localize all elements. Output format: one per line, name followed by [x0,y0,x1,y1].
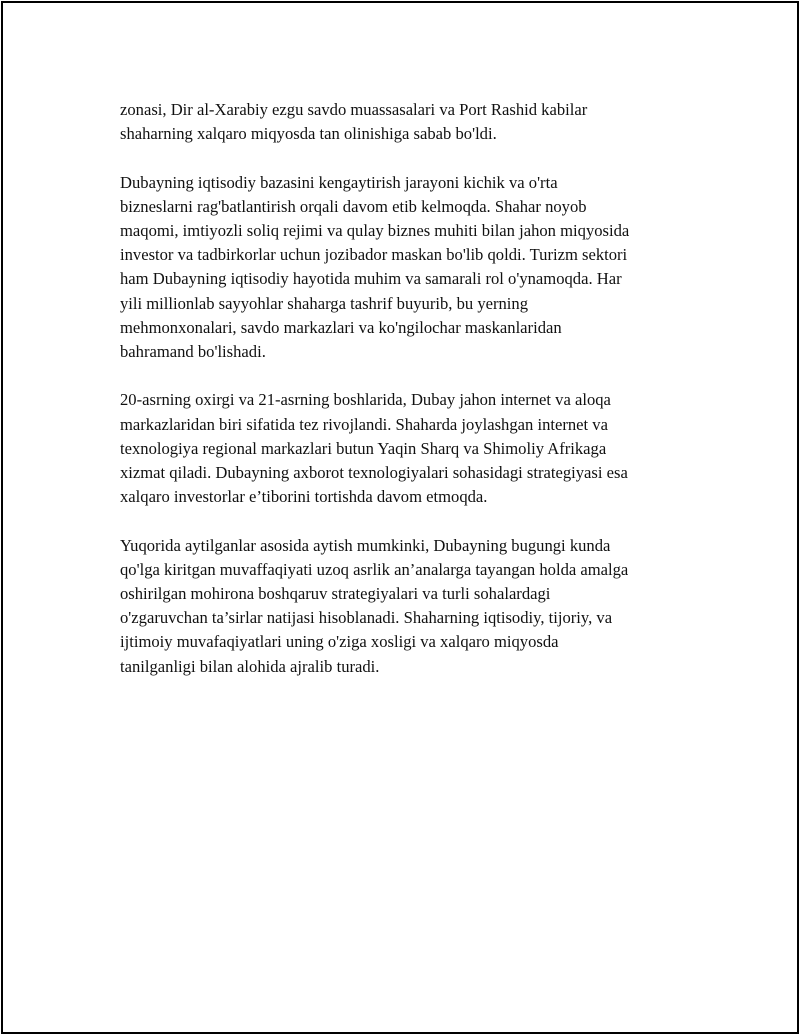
text-line: yili millionlab sayyohlar shaharga tashrif buyurib, bu yerning [120,293,529,313]
text-line: xalqaro investorlar e’tiborini tortishda davom etmoqda. [120,487,488,507]
text-line: oshirilgan mohirona boshqaruv strategiyalari va turli sohalardagi [120,584,551,604]
document-page [1,1,799,1034]
text-line: tanilganligi bilan alohida ajralib turadi. [120,656,380,676]
paragraph-4 [120,534,700,679]
paragraph-1 [120,98,700,146]
text-line: Yuqorida aytilganlar asosida aytish mumkinki, Dubayning bugungi kunda [120,535,611,555]
text-line: shaharning xalqaro miqyosda tan olinishiga sabab bo'ldi. [120,124,497,144]
text-line: Dubayning iqtisodiy bazasini kengaytirish jarayoni kichik va o'rta [120,172,558,192]
text-line: ham Dubayning iqtisodiy hayotida muhim va samarali rol o'ynamoqda. Har [120,269,622,289]
text-line: qo'lga kiritgan muvaffaqiyati uzoq asrlik an’analarga tayangan holda amalga [120,559,629,579]
text-line: zonasi, Dir al-Xarabiy ezgu savdo muassasalari va Port Rashid kabilar [120,100,588,119]
text-line: 20-asrning oxirgi va 21-asrning boshlarida, Dubay jahon internet va aloqa [120,390,611,410]
text-line: maqomi, imtiyozli soliq rejimi va qulay biznes muhiti bilan jahon miqyosida [120,221,630,240]
paragraph-3 [120,388,700,509]
text-line: mehmonxonalari, savdo markazlari va ko'ngilochar maskanlaridan [120,317,562,337]
paragraph-2 [120,171,700,365]
text-line: xizmat qiladi. Dubayning axborot texnologiyalari sohasidagi strategiyasi esa [120,463,628,483]
text-line: markazlaridan biri sifatida tez rivojlandi. Shaharda joylashgan internet va [120,414,608,434]
text-line: o'zgaruvchan ta’sirlar natijasi hisoblanadi. Shaharning iqtisodiy, tijoriy, va [120,608,613,628]
text-line: texnologiya regional markazlari butun Yaqin Sharq va Shimoliy Afrikaga [120,438,607,458]
text-line: bahramand bo'lishadi. [120,342,266,362]
text-line: bizneslarni rag'batlantirish orqali davom etib kelmoqda. Shahar noyob [120,196,587,216]
document-body [120,98,700,703]
text-line: investor va tadbirkorlar uchun jozibador maskan bo'lib qoldi. Turizm sektori [120,245,628,265]
text-line: ijtimoiy muvafaqiyatlari uning o'ziga xosligi va xalqaro miqyosda [120,632,559,652]
